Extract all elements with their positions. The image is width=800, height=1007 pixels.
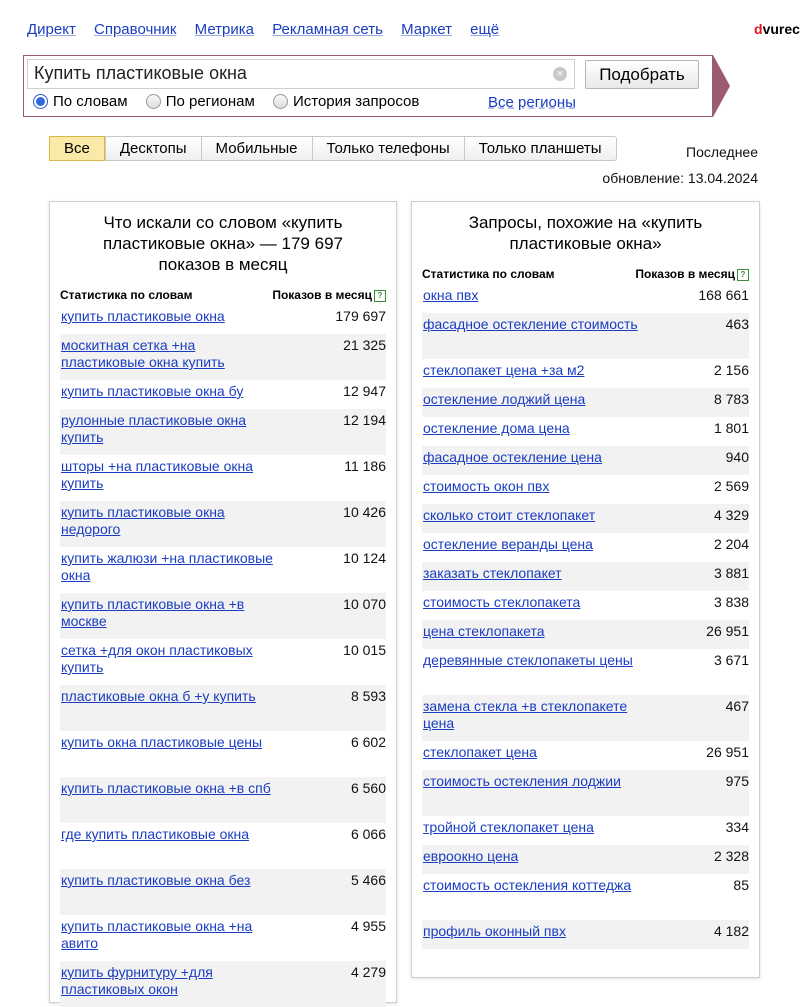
nav-link-spravochnik[interactable]: Справочник <box>94 21 177 38</box>
column-impressions-label: Показов в месяц <box>635 267 735 281</box>
impressions-count: 168 661 <box>698 287 749 303</box>
table-row <box>422 388 749 417</box>
keyword-link[interactable]: замена стекла +в стеклопакете цена <box>423 698 628 731</box>
table-row <box>422 446 749 475</box>
words-panel-title: Что искали со словом «купить пластиковые окна» — 179 697 показов в месяц <box>103 213 343 274</box>
help-icon[interactable]: ? <box>737 269 749 281</box>
user-login-first-letter: d <box>754 21 763 37</box>
impressions-count: 6 560 <box>350 780 386 796</box>
user-login-rest: vurec <box>762 21 800 37</box>
impressions-count: 10 070 <box>343 596 386 612</box>
impressions-count: 4 279 <box>350 964 386 980</box>
table-row <box>422 741 749 770</box>
keyword-link[interactable]: окна пвх <box>423 287 479 303</box>
table-row <box>422 591 749 620</box>
keyword-link[interactable]: остекление веранды цена <box>423 536 593 552</box>
last-update-line1: Последнее <box>686 144 758 160</box>
impressions-count: 12 194 <box>343 412 386 428</box>
table-row <box>422 504 749 533</box>
tab-mobile[interactable]: Мобильные <box>201 137 312 160</box>
words-table <box>60 305 386 1007</box>
keyword-link[interactable]: купить пластиковые окна <box>61 308 225 324</box>
nav-link-more[interactable]: ещё <box>470 21 500 38</box>
radio-label: По регионам <box>165 93 255 110</box>
impressions-count: 4 329 <box>713 507 749 523</box>
impressions-count: 11 186 <box>344 458 386 474</box>
table-row <box>60 501 386 547</box>
table-row <box>60 961 386 1007</box>
column-impressions-header <box>635 264 749 284</box>
table-row <box>422 284 749 313</box>
radio-label: История запросов <box>292 93 420 110</box>
table-row <box>422 649 749 695</box>
impressions-count: 8 593 <box>350 688 386 704</box>
impressions-count: 940 <box>725 449 749 465</box>
words-panel-header <box>60 285 386 305</box>
impressions-count: 3 838 <box>713 594 749 610</box>
impressions-count: 6 066 <box>350 826 386 842</box>
impressions-count: 10 426 <box>343 504 386 520</box>
keyword-link[interactable]: евроокно цена <box>423 848 519 864</box>
impressions-count: 4 182 <box>713 923 749 939</box>
table-row <box>422 533 749 562</box>
table-row <box>422 695 749 741</box>
user-login[interactable] <box>754 21 800 37</box>
last-update <box>602 139 758 191</box>
table-row <box>422 620 749 649</box>
keyword-link[interactable]: москитная сетка +на пластиковые окна купить <box>61 337 225 370</box>
top-nav <box>27 21 513 38</box>
table-row <box>422 417 749 446</box>
similar-panel-header <box>422 264 749 284</box>
impressions-count: 5 466 <box>350 872 386 888</box>
similar-panel <box>411 201 760 978</box>
impressions-count: 975 <box>725 773 749 789</box>
clear-icon[interactable]: × <box>553 67 567 81</box>
keyword-link[interactable]: шторы +на пластиковые окна купить <box>61 458 254 491</box>
nav-link-metrika[interactable]: Метрика <box>194 21 255 38</box>
keyword-link[interactable]: купить пластиковые окна +на авито <box>61 918 253 951</box>
keyword-link[interactable]: купить пластиковые окна +в спб <box>61 780 271 796</box>
tab-phones-only[interactable]: Только телефоны <box>312 137 464 160</box>
keyword-link[interactable]: сколько стоит стеклопакет <box>423 507 596 523</box>
device-tabs <box>49 136 617 161</box>
nav-link-direct[interactable]: Директ <box>27 21 76 38</box>
keyword-link[interactable]: цена стеклопакета <box>423 623 545 639</box>
keyword-link[interactable]: остекление дома цена <box>423 420 570 436</box>
keyword-link[interactable]: стеклопакет цена <box>423 744 537 760</box>
column-impressions-header <box>272 285 386 305</box>
search-mode-group <box>33 93 433 113</box>
impressions-count: 2 156 <box>713 362 749 378</box>
impressions-count: 463 <box>725 316 749 332</box>
similar-table <box>422 284 749 949</box>
nav-link-ad-network[interactable]: Рекламная сеть <box>272 21 383 38</box>
keyword-link[interactable]: купить фурнитуру +для пластиковых окон <box>61 964 213 997</box>
keyword-link[interactable]: тройной стеклопакет цена <box>423 819 594 835</box>
regions-link[interactable]: Все регионы <box>488 94 576 111</box>
impressions-count: 3 671 <box>713 652 749 668</box>
impressions-count: 2 328 <box>713 848 749 864</box>
keyword-link[interactable]: купить жалюзи +на пластиковые окна <box>61 550 273 583</box>
impressions-count: 334 <box>725 819 749 835</box>
table-row <box>60 823 386 869</box>
table-row <box>422 475 749 504</box>
impressions-count: 4 955 <box>350 918 386 934</box>
nav-link-market[interactable]: Маркет <box>401 21 452 38</box>
radio-unchecked-icon <box>146 94 161 109</box>
impressions-count: 1 801 <box>713 420 749 436</box>
tab-tablets-only[interactable]: Только планшеты <box>464 137 616 160</box>
impressions-count: 26 951 <box>706 623 749 639</box>
keyword-link[interactable]: заказать стеклопакет <box>423 565 562 581</box>
impressions-count: 2 204 <box>713 536 749 552</box>
radio-by-words[interactable] <box>33 93 128 110</box>
keyword-link[interactable]: рулонные пластиковые окна купить <box>61 412 247 445</box>
keyword-link[interactable]: стоимость остекления лоджии <box>423 773 621 789</box>
keyword-link[interactable]: купить пластиковые окна бу <box>61 383 244 399</box>
table-row <box>60 777 386 823</box>
impressions-count: 85 <box>733 877 749 893</box>
keyword-link[interactable]: стеклопакет цена +за м2 <box>423 362 585 378</box>
keyword-link[interactable]: сетка +для окон пластиковых купить <box>61 642 253 675</box>
table-row <box>422 816 749 845</box>
table-row <box>422 562 749 591</box>
impressions-count: 26 951 <box>706 744 749 760</box>
table-row <box>60 547 386 593</box>
impressions-count: 12 947 <box>343 383 386 399</box>
table-row <box>60 593 386 639</box>
words-panel <box>49 201 397 1003</box>
keyword-link[interactable]: купить пластиковые окна +в москве <box>61 596 245 629</box>
keyword-link[interactable]: где купить пластиковые окна <box>61 826 250 842</box>
radio-history[interactable] <box>273 93 419 110</box>
table-row <box>60 915 386 961</box>
pick-button[interactable]: Подобрать <box>585 60 699 89</box>
keyword-link[interactable]: фасадное остекление цена <box>423 449 602 465</box>
keyword-link[interactable]: купить окна пластиковые цены <box>61 734 263 750</box>
impressions-count: 179 697 <box>335 308 386 324</box>
impressions-count: 21 325 <box>343 337 386 353</box>
keyword-link[interactable]: пластиковые окна б +у купить <box>61 688 256 704</box>
table-row <box>422 920 749 949</box>
column-keywords-header: Статистика по словам <box>422 267 555 281</box>
table-row <box>60 409 386 455</box>
radio-by-regions[interactable] <box>146 93 255 110</box>
impressions-count: 467 <box>725 698 749 714</box>
table-row <box>60 380 386 409</box>
keyword-link[interactable]: деревянные стеклопакеты цены <box>423 652 633 668</box>
keyword-link[interactable]: купить пластиковые окна недорого <box>61 504 225 537</box>
tab-all[interactable]: Все <box>49 136 105 161</box>
tab-desktops[interactable]: Десктопы <box>105 137 201 160</box>
table-row <box>422 770 749 816</box>
keyword-link[interactable]: стоимость окон пвх <box>423 478 550 494</box>
table-row <box>60 455 386 501</box>
table-row <box>422 313 749 359</box>
table-row <box>60 731 386 777</box>
table-row <box>422 359 749 388</box>
radio-label: По словам <box>53 93 128 110</box>
keyword-link[interactable]: профиль оконный пвх <box>423 923 566 939</box>
keyword-link[interactable]: купить пластиковые окна без <box>61 872 251 888</box>
table-row <box>60 685 386 731</box>
keyword-link[interactable]: стоимость стеклопакета <box>423 594 581 610</box>
radio-checked-icon <box>33 94 48 109</box>
column-keywords-header: Статистика по словам <box>60 288 193 302</box>
table-row <box>60 334 386 380</box>
last-update-line2: обновление: 13.04.2024 <box>602 170 758 186</box>
impressions-count: 2 569 <box>713 478 749 494</box>
impressions-count: 6 602 <box>350 734 386 750</box>
keyword-link[interactable]: стоимость остекления коттеджа <box>423 877 632 893</box>
column-impressions-label: Показов в месяц <box>272 288 372 302</box>
search-query-text[interactable]: Купить пластиковые окна <box>34 63 247 83</box>
table-row <box>60 869 386 915</box>
table-row <box>422 874 749 920</box>
impressions-count: 3 881 <box>713 565 749 581</box>
table-row <box>60 305 386 334</box>
impressions-count: 10 124 <box>343 550 386 566</box>
keyword-link[interactable]: остекление лоджий цена <box>423 391 586 407</box>
similar-panel-title: Запросы, похожие на «купить пластиковые окна» <box>468 213 703 253</box>
impressions-count: 10 015 <box>343 642 386 658</box>
table-row <box>60 639 386 685</box>
radio-unchecked-icon <box>273 94 288 109</box>
table-row <box>422 845 749 874</box>
keyword-link[interactable]: фасадное остекление стоимость <box>423 316 638 332</box>
help-icon[interactable]: ? <box>374 290 386 302</box>
impressions-count: 8 783 <box>713 391 749 407</box>
